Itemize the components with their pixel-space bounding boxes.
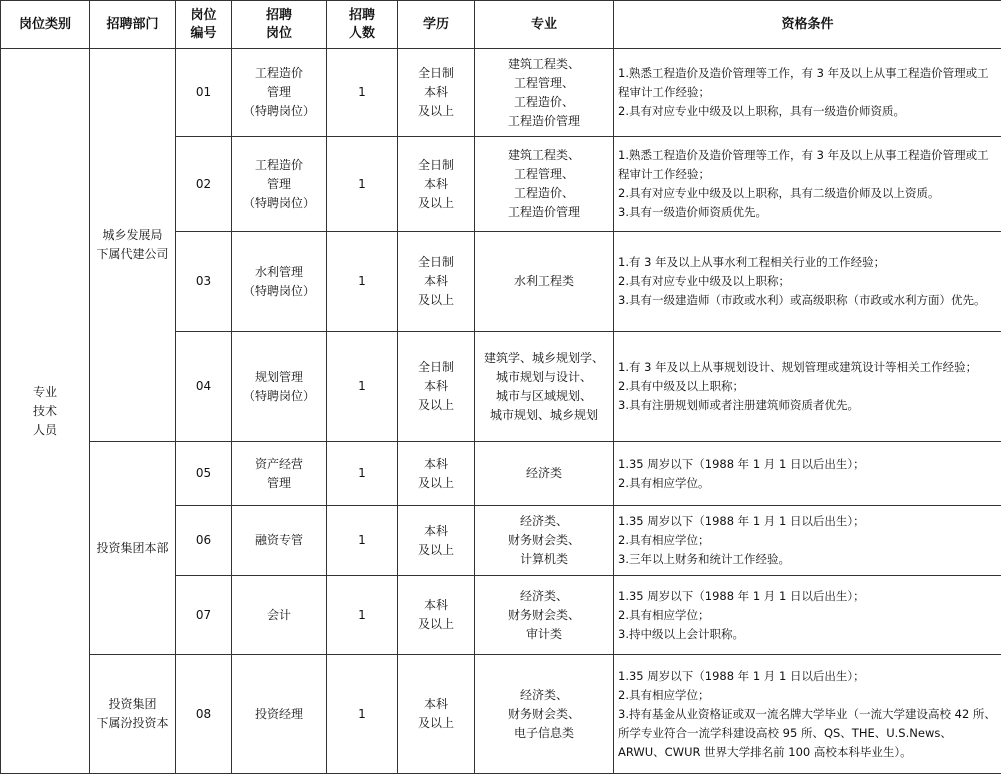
post-cell: 会计 — [232, 576, 327, 655]
header-major: 专业 — [475, 1, 614, 49]
header-code: 岗位 编号 — [176, 1, 232, 49]
department-cell: 投资集团本部 — [90, 442, 176, 655]
count-cell: 1 — [327, 232, 398, 332]
count-cell: 1 — [327, 442, 398, 506]
count-cell: 1 — [327, 506, 398, 576]
count-cell: 1 — [327, 332, 398, 442]
post-cell: 资产经营 管理 — [232, 442, 327, 506]
header-row — [1, 1, 1001, 49]
code-cell: 01 — [176, 49, 232, 137]
post-cell: 工程造价 管理 （特聘岗位） — [232, 49, 327, 137]
code-cell: 06 — [176, 506, 232, 576]
category-cell: 专业 技术 人员 — [1, 49, 90, 774]
code-cell: 04 — [176, 332, 232, 442]
code-cell: 07 — [176, 576, 232, 655]
education-cell: 本科 及以上 — [398, 506, 475, 576]
count-cell: 1 — [327, 655, 398, 774]
requirements-cell: 1.熟悉工程造价及造价管理等工作，有 3 年及以上从事工程造价管理或工程审计工作经验； 2.具有对应专业中级及以上职称，具有一级造价师资质。 — [614, 49, 1001, 137]
post-cell: 投资经理 — [232, 655, 327, 774]
education-cell: 本科 及以上 — [398, 442, 475, 506]
table-row — [1, 49, 1001, 137]
major-cell: 建筑学、城乡规划学、 城市规划与设计、 城市与区域规划、 城市规划、城乡规划 — [475, 332, 614, 442]
post-cell: 水利管理 （特聘岗位） — [232, 232, 327, 332]
header-category: 岗位类别 — [1, 1, 90, 49]
code-cell: 08 — [176, 655, 232, 774]
requirements-cell: 1.35 周岁以下（1988 年 1 月 1 日以后出生）； 2.具有相应学位； 3.持有基金从业资格证或双一流名牌大学毕业（一流大学建设高校 42 所、所学专业符合一流学科建设高校 95 所、QS、THE、U.S.News、ARWU、CWUR 世界大学排名前 100 高校本科毕业生）。 — [614, 655, 1001, 774]
major-cell: 建筑工程类、 工程管理、 工程造价、 工程造价管理 — [475, 49, 614, 137]
requirements-cell: 1.熟悉工程造价及造价管理等工作，有 3 年及以上从事工程造价管理或工程审计工作经验； 2.具有对应专业中级及以上职称，具有二级造价师及以上资质。 3.具有一级造价师资质优先。 — [614, 137, 1001, 232]
major-cell: 经济类、 财务财会类、 电子信息类 — [475, 655, 614, 774]
post-cell: 规划管理 （特聘岗位） — [232, 332, 327, 442]
header-education: 学历 — [398, 1, 475, 49]
education-cell: 本科 及以上 — [398, 576, 475, 655]
major-cell: 水利工程类 — [475, 232, 614, 332]
education-cell: 全日制 本科 及以上 — [398, 332, 475, 442]
education-cell: 全日制 本科 及以上 — [398, 232, 475, 332]
major-cell: 经济类、 财务财会类、 计算机类 — [475, 506, 614, 576]
major-cell: 经济类、 财务财会类、 审计类 — [475, 576, 614, 655]
requirements-cell: 1.有 3 年及以上从事水利工程相关行业的工作经验； 2.具有对应专业中级及以上职称； 3.具有一级建造师（市政或水利）或高级职称（市政或水利方面）优先。 — [614, 232, 1001, 332]
table-row — [1, 655, 1001, 774]
education-cell: 全日制 本科 及以上 — [398, 137, 475, 232]
requirements-cell: 1.35 周岁以下（1988 年 1 月 1 日以后出生）； 2.具有相应学位； 3.持中级以上会计职称。 — [614, 576, 1001, 655]
major-cell: 建筑工程类、 工程管理、 工程造价、 工程造价管理 — [475, 137, 614, 232]
major-cell: 经济类 — [475, 442, 614, 506]
count-cell: 1 — [327, 576, 398, 655]
code-cell: 05 — [176, 442, 232, 506]
education-cell: 全日制 本科 及以上 — [398, 49, 475, 137]
header-department: 招聘部门 — [90, 1, 176, 49]
requirements-cell: 1.35 周岁以下（1988 年 1 月 1 日以后出生）； 2.具有相应学位； 3.三年以上财务和统计工作经验。 — [614, 506, 1001, 576]
education-cell: 本科 及以上 — [398, 655, 475, 774]
header-count: 招聘 人数 — [327, 1, 398, 49]
code-cell: 03 — [176, 232, 232, 332]
department-cell: 投资集团 下属汾投资本 — [90, 655, 176, 774]
department-cell: 城乡发展局 下属代建公司 — [90, 49, 176, 442]
requirements-cell: 1.有 3 年及以上从事规划设计、规划管理或建筑设计等相关工作经验； 2.具有中级及以上职称； 3.具有注册规划师或者注册建筑师资质者优先。 — [614, 332, 1001, 442]
post-cell: 工程造价 管理 （特聘岗位） — [232, 137, 327, 232]
header-requirements: 资格条件 — [614, 1, 1001, 49]
requirements-cell: 1.35 周岁以下（1988 年 1 月 1 日以后出生）； 2.具有相应学位。 — [614, 442, 1001, 506]
code-cell: 02 — [176, 137, 232, 232]
header-post: 招聘 岗位 — [232, 1, 327, 49]
count-cell: 1 — [327, 49, 398, 137]
table-row — [1, 442, 1001, 506]
post-cell: 融资专管 — [232, 506, 327, 576]
count-cell: 1 — [327, 137, 398, 232]
